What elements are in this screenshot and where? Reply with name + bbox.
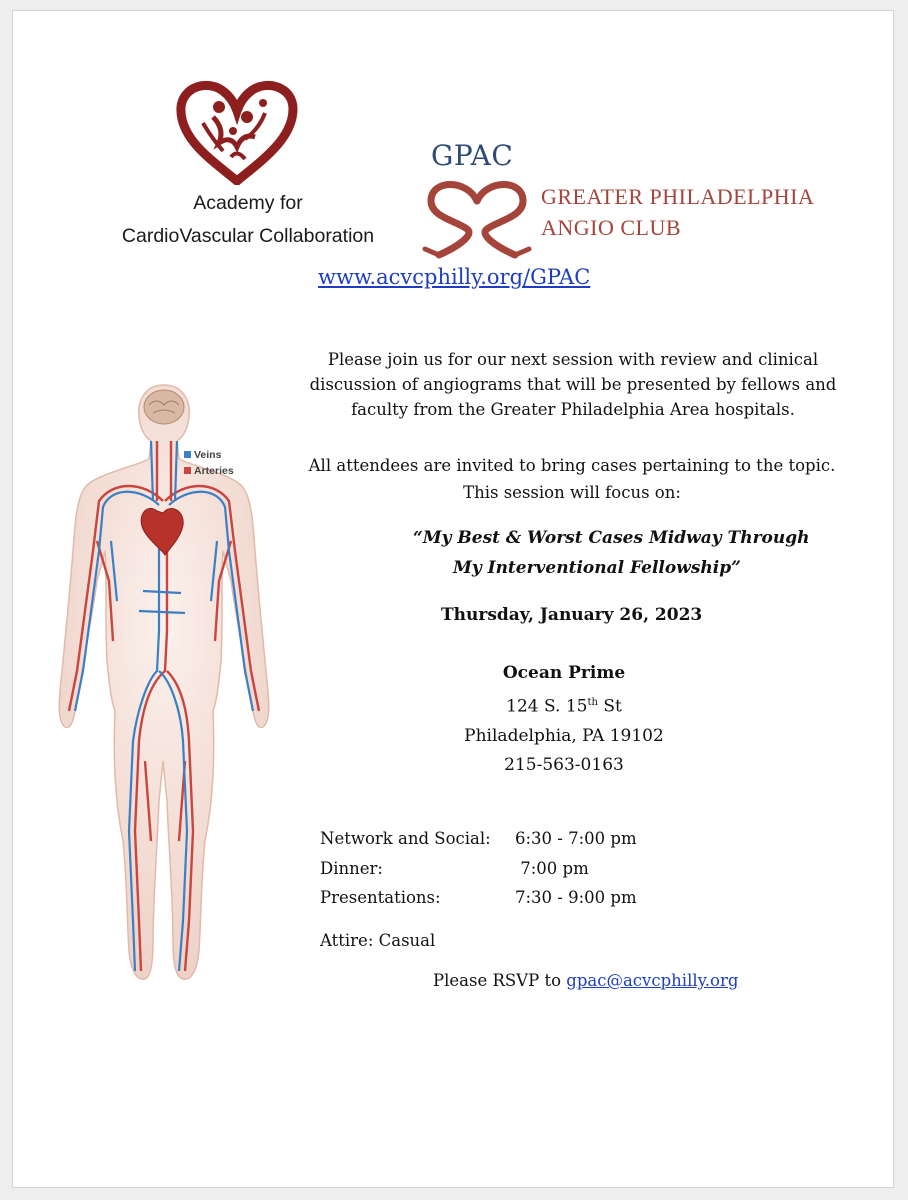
- circulatory-system-illustration: [53, 381, 275, 991]
- schedule-label: Network and Social:: [320, 829, 491, 848]
- invite-paragraph: [289, 452, 855, 506]
- address-suffix: St: [597, 696, 622, 717]
- acvc-logo-text: [83, 187, 413, 253]
- gpac-name-line2: ANGIO CLUB: [541, 215, 682, 240]
- gpac-full-name: [541, 181, 814, 243]
- schedule-time: 7:00 pm: [515, 858, 589, 878]
- intro-line2: discussion of angiograms that will be presented by fellows and: [309, 375, 837, 394]
- venue-name: Ocean Prime: [502, 663, 626, 683]
- schedule-time: 7:30 - 9:00 pm: [515, 888, 637, 907]
- schedule-label: Dinner:: [320, 858, 383, 878]
- legend-arteries-label: Arteries: [194, 465, 234, 477]
- veins-swatch: [184, 451, 191, 458]
- schedule: [320, 824, 637, 913]
- illustration-legend: [184, 447, 234, 479]
- attire-note: Attire: Casual: [320, 931, 436, 950]
- rsvp-prefix: Please RSVP to: [433, 971, 567, 990]
- intro-line1: Please join us for our next session with review and clinical: [327, 350, 819, 369]
- acvc-line1: Academy for: [193, 192, 303, 214]
- event-date: Thursday, January 26, 2023: [441, 605, 703, 625]
- website-link[interactable]: www.acvcphilly.org/GPAC: [318, 265, 591, 289]
- acvc-line2: CardioVascular Collaboration: [121, 225, 375, 247]
- topic-line1: “My Best & Worst Cases Midway Through: [413, 528, 810, 548]
- venue-phone: 215-563-0163: [504, 754, 624, 775]
- rsvp-line: [433, 971, 738, 990]
- address-number-street: 124 S. 15: [506, 696, 588, 717]
- intro-paragraph: [283, 347, 863, 422]
- gpac-ribbon-heart-icon: [417, 177, 537, 263]
- gpac-name-line1: GREATER PHILADELPHIA: [541, 184, 815, 209]
- venue-city: Philadelphia, PA 19102: [464, 725, 664, 746]
- session-topic: [413, 523, 833, 583]
- intro-line3: faculty from the Greater Philadelphia Area hospitals.: [351, 400, 795, 419]
- venue-address: [421, 688, 707, 722]
- legend-veins-label: Veins: [194, 449, 222, 461]
- schedule-row: [320, 883, 637, 913]
- address-ordinal: th: [587, 697, 598, 708]
- rsvp-email-link[interactable]: gpac@acvcphilly.org: [566, 971, 739, 990]
- gpac-acronym: GPAC: [431, 139, 514, 172]
- invite-line1: All attendees are invited to bring cases pertaining to the topic.: [308, 456, 836, 475]
- acvc-heart-logo-icon: [173, 77, 301, 185]
- invite-line2: This session will focus on:: [463, 483, 681, 502]
- legend-veins: [184, 447, 234, 463]
- schedule-row: [320, 854, 637, 884]
- topic-line2: My Interventional Fellowship”: [453, 558, 741, 578]
- venue-block: [421, 659, 707, 780]
- schedule-label: Presentations:: [320, 888, 441, 907]
- flyer-page: [12, 10, 894, 1188]
- schedule-row: [320, 824, 637, 854]
- legend-arteries: [184, 463, 234, 479]
- schedule-time: 6:30 - 7:00 pm: [515, 829, 637, 848]
- arteries-swatch: [184, 467, 191, 474]
